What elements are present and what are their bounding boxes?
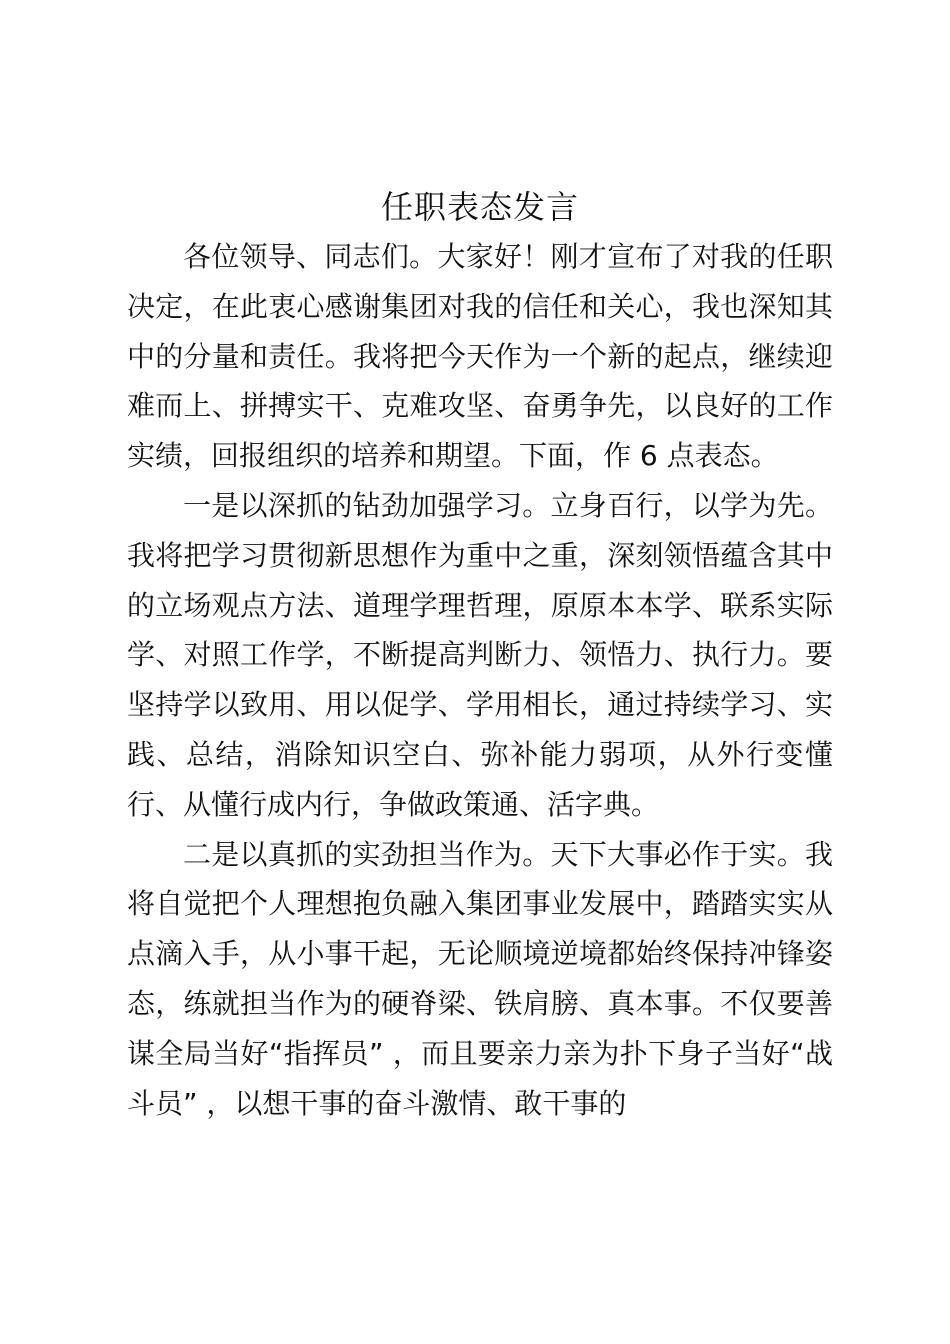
paragraph-point-one: 一是以深抓的钻劲加强学习。立身百行，以学为先。我将把学习贯彻新思想作为重中之重，深刻领悟蕴含其中的立场观点方法、道理学理哲理，原原本本学、联系实际学、对照工作学，不断提高判断力、领悟力、执行力。要坚持学以致用、用以促学、学用相长，通过持续学习、实践、总结，消除知识空白、弥补能力弱项，从外行变懂行、从懂行成内行，争做政策通、活字典。 — [127, 488, 833, 821]
paragraph-point-two: 二是以真抓的实劲担当作为。天下大事必作于实。我将自觉把个人理想抱负融入集团事业发展中，踏踏实实从点滴入手，从小事干起，无论顺境逆境都始终保持冲锋姿态，练就担当作为的硬脊梁、铁肩膀、真本事。不仅要善谋全局当好“指挥员” ，而且要亲力亲为扑下身子当好“战斗员” ，以想干事的奋斗激情、敢干事的 — [127, 837, 833, 1120]
document-title: 任职表态发言 — [380, 188, 579, 226]
document-body — [127, 182, 833, 1128]
paragraph-opening: 各位领导、同志们。大家好！刚才宣布了对我的任职决定，在此衷心感谢集团对我的信任和关心，我也深知其中的分量和责任。我将把今天作为一个新的起点，继续迎难而上、拼搏实干、克难攻坚、奋勇争先，以良好的工作实绩，回报组织的培养和期望。下面，作 6 点表态。 — [127, 240, 833, 473]
